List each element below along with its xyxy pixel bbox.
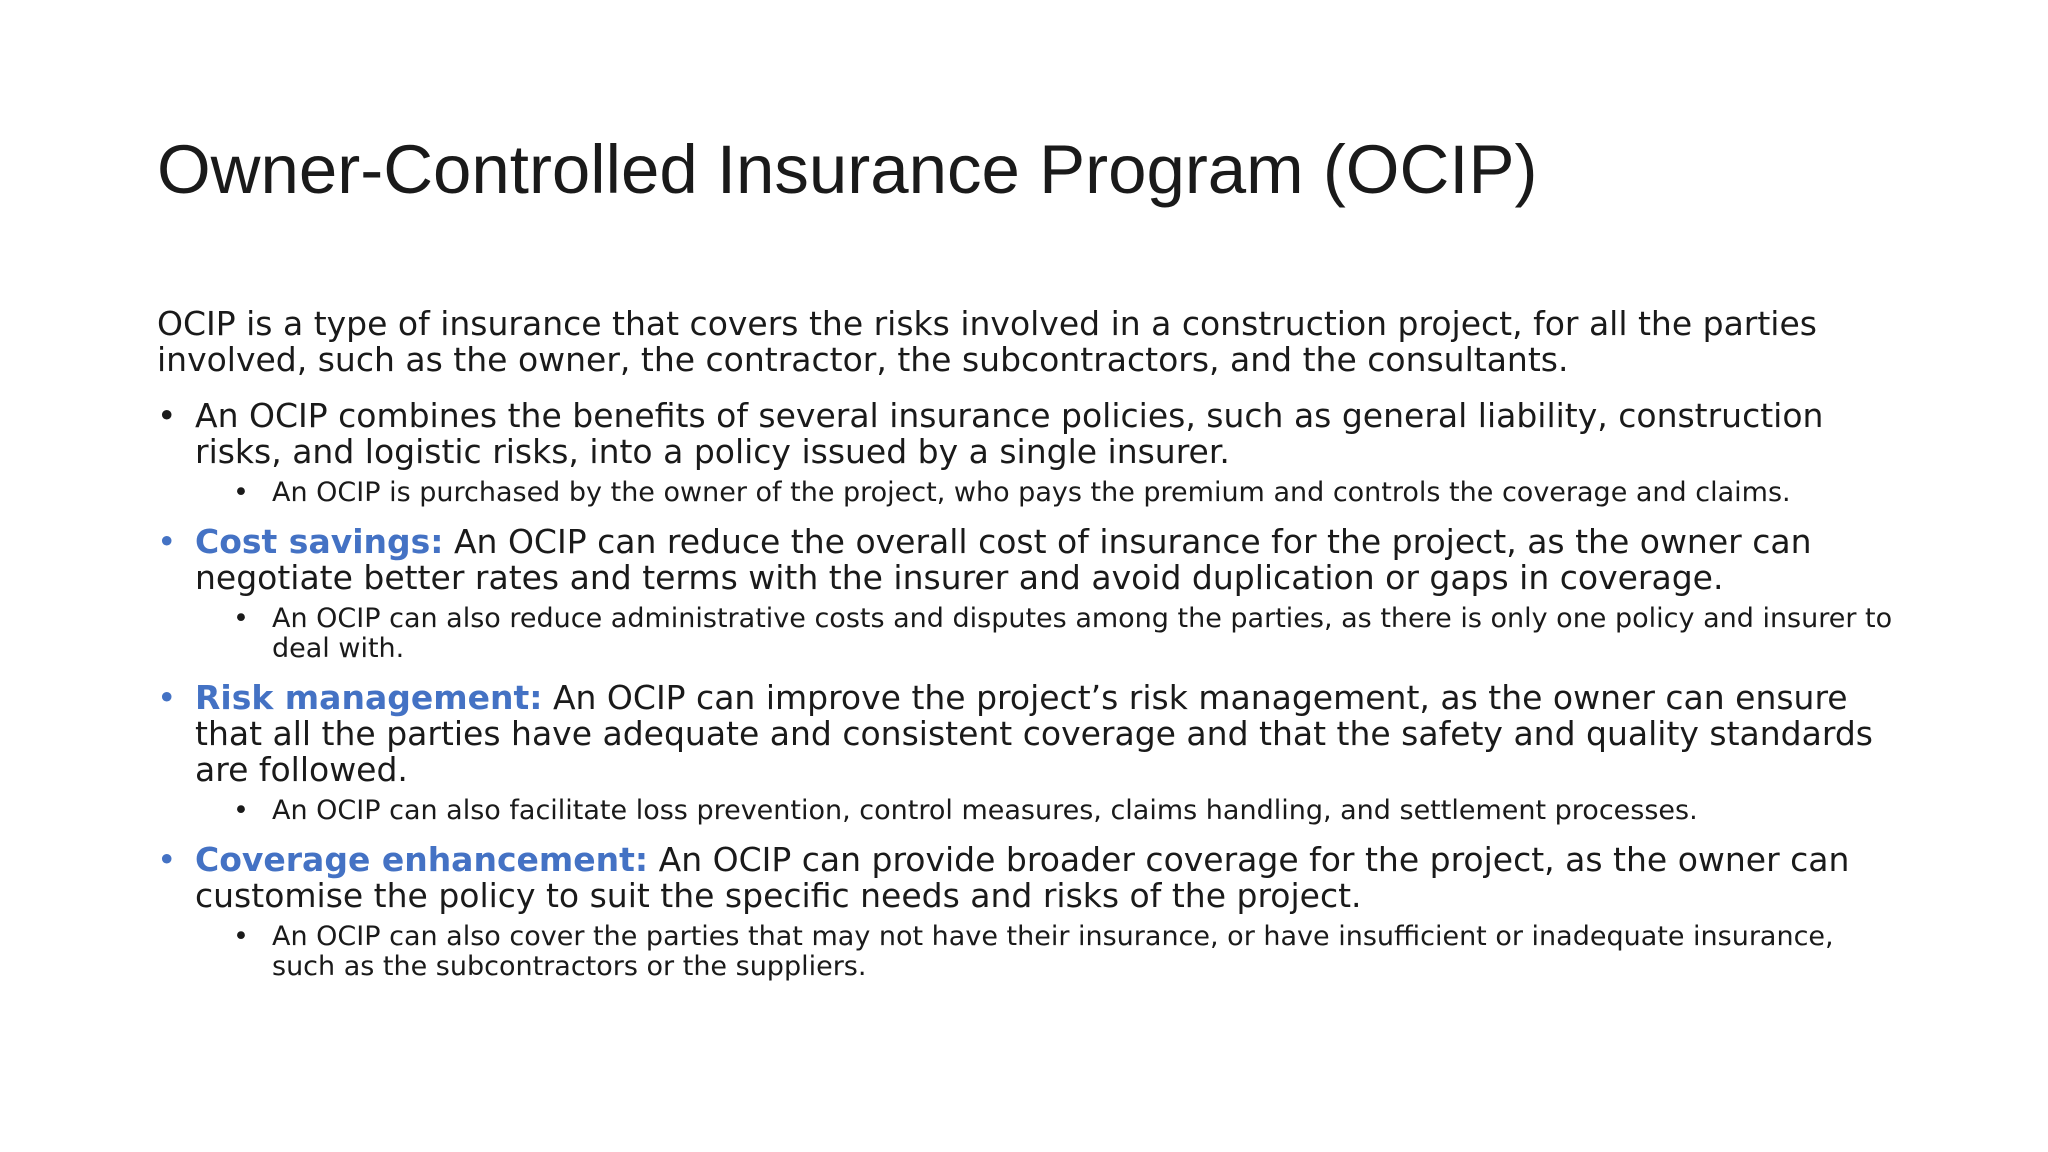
sub-bullet-icon: • bbox=[233, 921, 249, 952]
sub-bullet-text: An OCIP can also facilitate loss prevention, control measures, claims handling, and settlement processes. bbox=[272, 795, 1698, 826]
sub-bullet-text: An OCIP can also reduce administrative costs and disputes among the parties, as there is only one policy and insurer to deal with. bbox=[272, 603, 1893, 664]
bullet-level-2 bbox=[157, 478, 1897, 508]
intro-paragraph: OCIP is a type of insurance that covers the risks involved in a construction project, for all the parties involved, such as the owner, the contractor, the subcontractors, and the consultants. bbox=[157, 304, 1817, 379]
bullet-level-2 bbox=[157, 922, 1897, 982]
key-term-label: Coverage enhancement: bbox=[195, 840, 649, 879]
bullet-icon: • bbox=[157, 678, 177, 717]
bullet-point bbox=[157, 398, 1897, 508]
bullet-text: An OCIP can improve the project’s risk management, as the owner can ensure that all the parties have adequate and consistent coverage and that the safety and quality standards are followed. bbox=[195, 678, 1873, 789]
bullet-level-2 bbox=[157, 796, 1897, 826]
bullet-point bbox=[157, 680, 1897, 826]
bullet-text: An OCIP can reduce the overall cost of insurance for the project, as the owner can negotiate better rates and terms with the insurer and avoid duplication or gaps in coverage. bbox=[195, 522, 1812, 597]
key-term-label: Cost savings: bbox=[195, 522, 444, 561]
bullet-level-1 bbox=[157, 524, 1897, 596]
bullet-level-1 bbox=[157, 842, 1897, 914]
sub-bullet-text: An OCIP is purchased by the owner of the project, who pays the premium and controls the coverage and claims. bbox=[272, 477, 1791, 508]
slide-title: Owner-Controlled Insurance Program (OCIP) bbox=[157, 131, 1538, 208]
sub-bullet-icon: • bbox=[233, 477, 249, 508]
key-term-label: Risk management: bbox=[195, 678, 543, 717]
bullet-icon: • bbox=[157, 522, 177, 561]
bullet-level-1 bbox=[157, 680, 1897, 788]
bullet-level-2 bbox=[157, 604, 1897, 664]
bullet-text: An OCIP can provide broader coverage for the project, as the owner can customise the policy to suit the specific needs and risks of the project. bbox=[195, 840, 1850, 915]
sub-bullet-icon: • bbox=[233, 603, 249, 634]
sub-bullet-icon: • bbox=[233, 795, 249, 826]
bullet-icon: • bbox=[157, 396, 177, 435]
bullet-text: An OCIP combines the benefits of several insurance policies, such as general liability, construction risks, and logistic risks, into a policy issued by a single insurer. bbox=[195, 396, 1824, 471]
slide-body bbox=[157, 306, 1897, 998]
bullet-icon: • bbox=[157, 840, 177, 879]
sub-bullet-text: An OCIP can also cover the parties that may not have their insurance, or have insufficient or inadequate insurance, such as the subcontractors or the suppliers. bbox=[272, 921, 1834, 982]
bullet-level-1 bbox=[157, 398, 1897, 470]
bullet-point bbox=[157, 842, 1897, 982]
bullet-point bbox=[157, 524, 1897, 664]
